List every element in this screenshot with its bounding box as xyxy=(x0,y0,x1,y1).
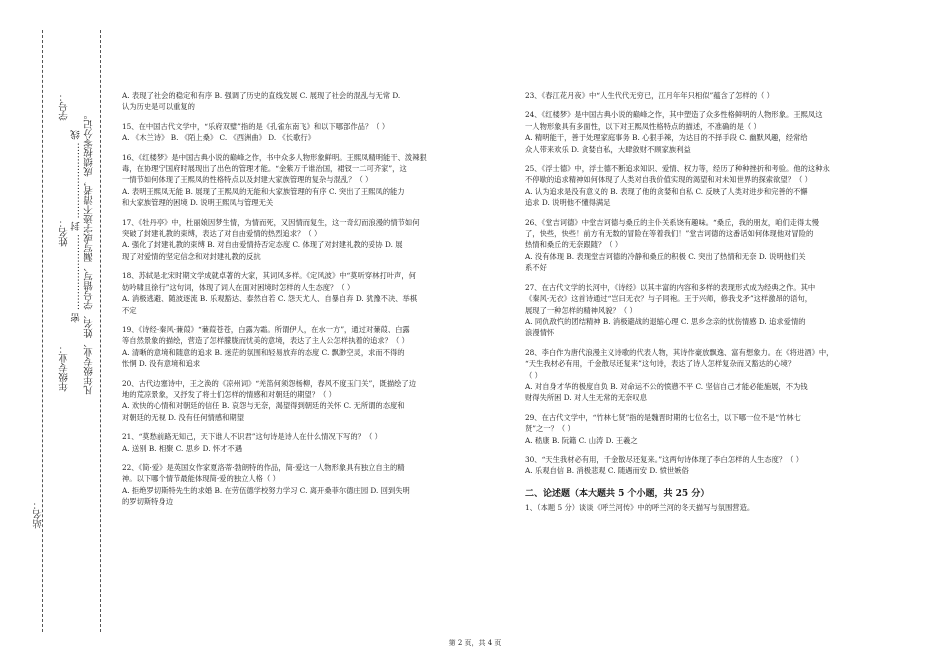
question-block xyxy=(525,282,870,339)
question-line: 23、《春江花月夜》中“人生代代无穷已，江月年年只相似”蕴含了怎样的（ ） xyxy=(525,91,774,100)
question-block xyxy=(122,431,478,454)
question-block xyxy=(525,109,870,155)
question-line: A. 认为追求是没有意义的 B. 表现了他的贪婪和自私 C. 反映了人类对进步和完善的不懈 xyxy=(525,186,808,196)
question-line: 15、在中国古代文学中，“乐府双璧”指的是《孔雀东南飞》和以下哪部作品？（ ） xyxy=(122,121,390,131)
question-line: A. 《木兰诗》 B. 《陌上桑》 C. 《西洲曲》 D. 《长歌行》 xyxy=(122,133,315,143)
question-block xyxy=(122,217,478,263)
question-line: 系不好 xyxy=(525,263,547,273)
question-line: 突破了封建礼教的束缚，表达了对自由爱情的热烈追求？（ ） xyxy=(122,229,322,239)
question-line: 等自然景象的描绘，营造了怎样朦胧而忧美的意境，表达了主人公怎样执着的追求？（ ） xyxy=(122,336,409,346)
question-line: 28、李白作为唐代浪漫主义诗歌的代表人物，其诗作豪放飘逸、富有想象力。在《将进酒》中， xyxy=(525,347,834,357)
question-line: A. 同仇敌忾的团结精神 B. 消极避战的退缩心理 C. 思乡念亲的忧伤情感 D. 追求爱情的 xyxy=(525,316,806,326)
question-line: 热情和桑丘的无奈跟随？（ ） xyxy=(525,240,623,250)
seal-line-right xyxy=(100,30,101,632)
question-line: 18、苏轼是北宋时期文学成就卓著的大家，其词风多样。《定风波》中“莫听穿林打叶声，何 xyxy=(122,271,416,281)
question-line: A. 精明能干，善于处理家庭事务 B. 心狠手辣，为达目的不择手段 C. 幽默风趣，经常给 xyxy=(525,133,808,143)
question-block xyxy=(122,378,478,424)
question-line: A. 强化了封建礼教的束缚 B. 对自由爱情持否定态度 C. 体现了对封建礼教的妥协 D. 展 xyxy=(122,240,403,250)
question-line: 神。以下哪个情节最能体现简·爱的独立人格（ ） xyxy=(122,474,280,484)
question-line: 17、《牡丹亭》中，杜丽娘因梦生情，为情而死，又因情而复生，这一奇幻而浪漫的情节如何 xyxy=(122,217,420,227)
section-2-title: 二、论述题（本大题共 5 个小题，共 25 分） xyxy=(525,488,710,499)
question-block xyxy=(122,152,478,209)
label-name: 姓名： xyxy=(59,218,70,247)
question-line: 怅惘 D. 没有意境和追求 xyxy=(122,359,201,369)
question-line: A. 表现了社会的稳定和有序 B. 强调了历史的直线发展 C. 展现了社会的混乱与无常 D. xyxy=(122,91,401,100)
question-block xyxy=(122,121,478,144)
label-school: 站名： xyxy=(33,500,44,529)
question-line: 一人物形象具有多面性，以下对王熙凤性格特点的描述，不准确的是（ ） xyxy=(525,121,761,131)
question-line: 不定 xyxy=(122,305,137,315)
question-line: 妨吟啸且徐行”这句词，体现了词人在面对困境时怎样的人生态度？（ ） xyxy=(122,282,355,292)
question-line: A. 欢快的心情和对朝廷的信任 B. 哀怨与无奈，渴望得到朝廷的关怀 C. 无所谓的态度和 xyxy=(122,401,405,411)
question-line: “天生我材必有用，千金散尽还复来”这句诗，表达了诗人怎样复杂而又豁达的心境？ xyxy=(525,359,796,369)
question-line: 26、《堂吉诃德》中堂吉诃德与桑丘的主仆关系饶有趣味。“桑丘，我的朋友，咱们走得太慢 xyxy=(525,217,819,227)
question-block xyxy=(525,347,870,404)
question-line: 的罗切斯特身边 xyxy=(122,497,174,507)
question-line: 21、“莫愁前路无知己，天下谁人不识君”这句诗是诗人在什么情况下写的？（ ） xyxy=(122,432,382,442)
label-student-id: 学号： xyxy=(59,92,70,121)
question-block xyxy=(122,324,478,370)
question-line: A. 清晰的意境和随意的追求 B. 迷茫的氛围和轻易放弃的态度 C. 飘渺空灵，求而不得的 xyxy=(122,347,405,357)
question-line: A. 消极逃避、随波逐流 B. 乐观豁达、泰然自若 C. 怨天尤人、自暴自弃 D. 犹豫不决、举棋 xyxy=(122,294,418,304)
left-column xyxy=(122,90,478,516)
question-block xyxy=(525,217,870,274)
question-line: 不停歇的追求精神如何体现了人类对自我价值实现的渴望和对未知世界的探索欲望？（ ） xyxy=(525,175,812,185)
question-line: 29、在古代文学中，“竹林七贤”指的是魏晋时期的七位名士，以下哪一位不是“竹林七 xyxy=(525,412,801,422)
question-line: 16、《红楼梦》是中国古典小说的巅峰之作，书中众多人物形象鲜明。王熙凤精明能干、泼辣狠 xyxy=(122,152,427,162)
question-line: A. 拒绝罗切斯特先生的求婚 B. 在劳伍德学校努力学习 C. 离开桑菲尔德庄园 D. 回到失明 xyxy=(122,485,410,495)
question-line: 19、《诗经·秦风·蒹葭》“蒹葭苍苍，白露为霜。所谓伊人，在水一方”，通过对蒹葭、白露 xyxy=(122,324,410,334)
question-line: 财得失所困 D. 对人生无常的无奈叹息 xyxy=(525,393,648,403)
seal-marks: 密 …………………… 封 …………………… 线 xyxy=(71,130,82,323)
question-block xyxy=(525,454,870,477)
question-line: （ ） xyxy=(525,370,542,380)
question-line: 20、古代边塞诗中，王之涣的《凉州词》“羌笛何须怨杨柳，春风不度玉门关”，既描绘了边 xyxy=(122,378,417,388)
question-block xyxy=(525,90,870,101)
question-line: A. 送别 B. 相聚 C. 思乡 D. 怀才不遇 xyxy=(122,443,243,453)
question-line: A. 乐观自信 B. 消极悲观 C. 随遇而安 D. 愤世嫉俗 xyxy=(525,466,689,476)
question-line: 对朝廷的无视 D. 没有任何情感和期望 xyxy=(122,412,245,422)
question-line: 30、“天生我材必有用，千金散尽还复来。”这两句诗体现了李白怎样的人生态度？（ ） xyxy=(525,454,804,464)
seal-line-left xyxy=(42,30,43,632)
question-block xyxy=(122,90,478,113)
question-line: 浪漫情怀 xyxy=(525,328,555,338)
question-line: A. 表明王熙凤无能 B. 展现了王熙凤的无能和大家族管理的有序 C. 突出了王熙凤的能力 xyxy=(122,186,405,196)
question-line: 了，快些，快些！前方有无数的冒险在等着我们！”堂吉诃德的这番话如何体现他对冒险的 xyxy=(525,229,814,239)
instruction-text: 凡年级专业、姓名、学号错写、漏写或字迹不清者，成绩按零分记。 xyxy=(84,110,95,395)
question-line: 24、《红楼梦》是中国古典小说的巅峰之作，其中塑造了众多性格鲜明的人物形象。王熙凤这 xyxy=(525,110,823,120)
question-line: 27、在古代文学的长河中，《诗经》以其丰富的内容和多样的表现形式成为经典之作。其中 xyxy=(525,282,816,292)
question-line: 众人带来欢乐 D. 贪婪自私，大肆敛财不顾家族利益 xyxy=(525,144,691,154)
question-line: 和大家族管理的困境 D. 说明王熙凤与管理无关 xyxy=(122,198,274,208)
question-line: A. 没有体现 B. 表现堂吉诃德的冷静和桑丘的积极 C. 突出了热情和无奈 D. 说明他们关 xyxy=(525,251,806,261)
question-line: 追求 D. 说明他不懂得满足 xyxy=(525,198,611,208)
question-line: 《秦风·无衣》这首诗通过“岂曰无衣？与子同袍。王于兴师，修我戈矛”这样激昂的语句， xyxy=(525,294,813,304)
binding-margin xyxy=(0,0,110,672)
question-line: A. 嵇康 B. 阮籍 C. 山涛 D. 王羲之 xyxy=(525,435,638,445)
question-line: A. 对自身才华的极度自负 B. 对命运不公的愤懑不平 C. 坚信自己才能必能施展，不为钱 xyxy=(525,381,808,391)
question-line: 贤”之一？（ ） xyxy=(525,424,575,434)
question-line: 一情节如何体现了王熙凤的性格特点以及封建大家族管理的复杂与混乱？（ ） xyxy=(122,175,373,185)
label-grade-major: 年级专业： xyxy=(59,344,70,392)
question-line: 22、《简·爱》是英国女作家夏洛蒂·勃朗特的作品，简·爱这一人物形象具有独立自主的精 xyxy=(122,462,405,472)
question-line: 地的荒凉景象，又抒发了将士们怎样的情感和对朝廷的期望？（ ） xyxy=(122,389,336,399)
question-block xyxy=(122,270,478,316)
question-block xyxy=(525,163,870,209)
question-line: 展现了一种怎样的精神风貌？（ ） xyxy=(525,305,637,315)
question-line: 现了对爱情的坚定信念和对封建礼教的反抗 xyxy=(122,251,261,261)
question-line: 认为历史是可以重复的 xyxy=(122,102,195,112)
essay-question-1: 1、（本题 5 分）谈谈《呼兰河传》中的呼兰河的冬天描写与氛围营造。 xyxy=(525,503,755,513)
question-block xyxy=(525,412,870,446)
question-line: 毒，在协理宁国府时展现出了出色的管理才能。“金紫万千谁治国，裙钗一二可齐家”，这 xyxy=(122,164,407,174)
page-number: 第 2 页，共 4 页 xyxy=(448,639,502,647)
question-line: 25、《浮士德》中，浮士德不断追求知识、爱情、权力等，经历了种种挫折和考验。他的这种永 xyxy=(525,164,830,174)
question-block xyxy=(122,462,478,508)
right-column xyxy=(525,90,870,514)
